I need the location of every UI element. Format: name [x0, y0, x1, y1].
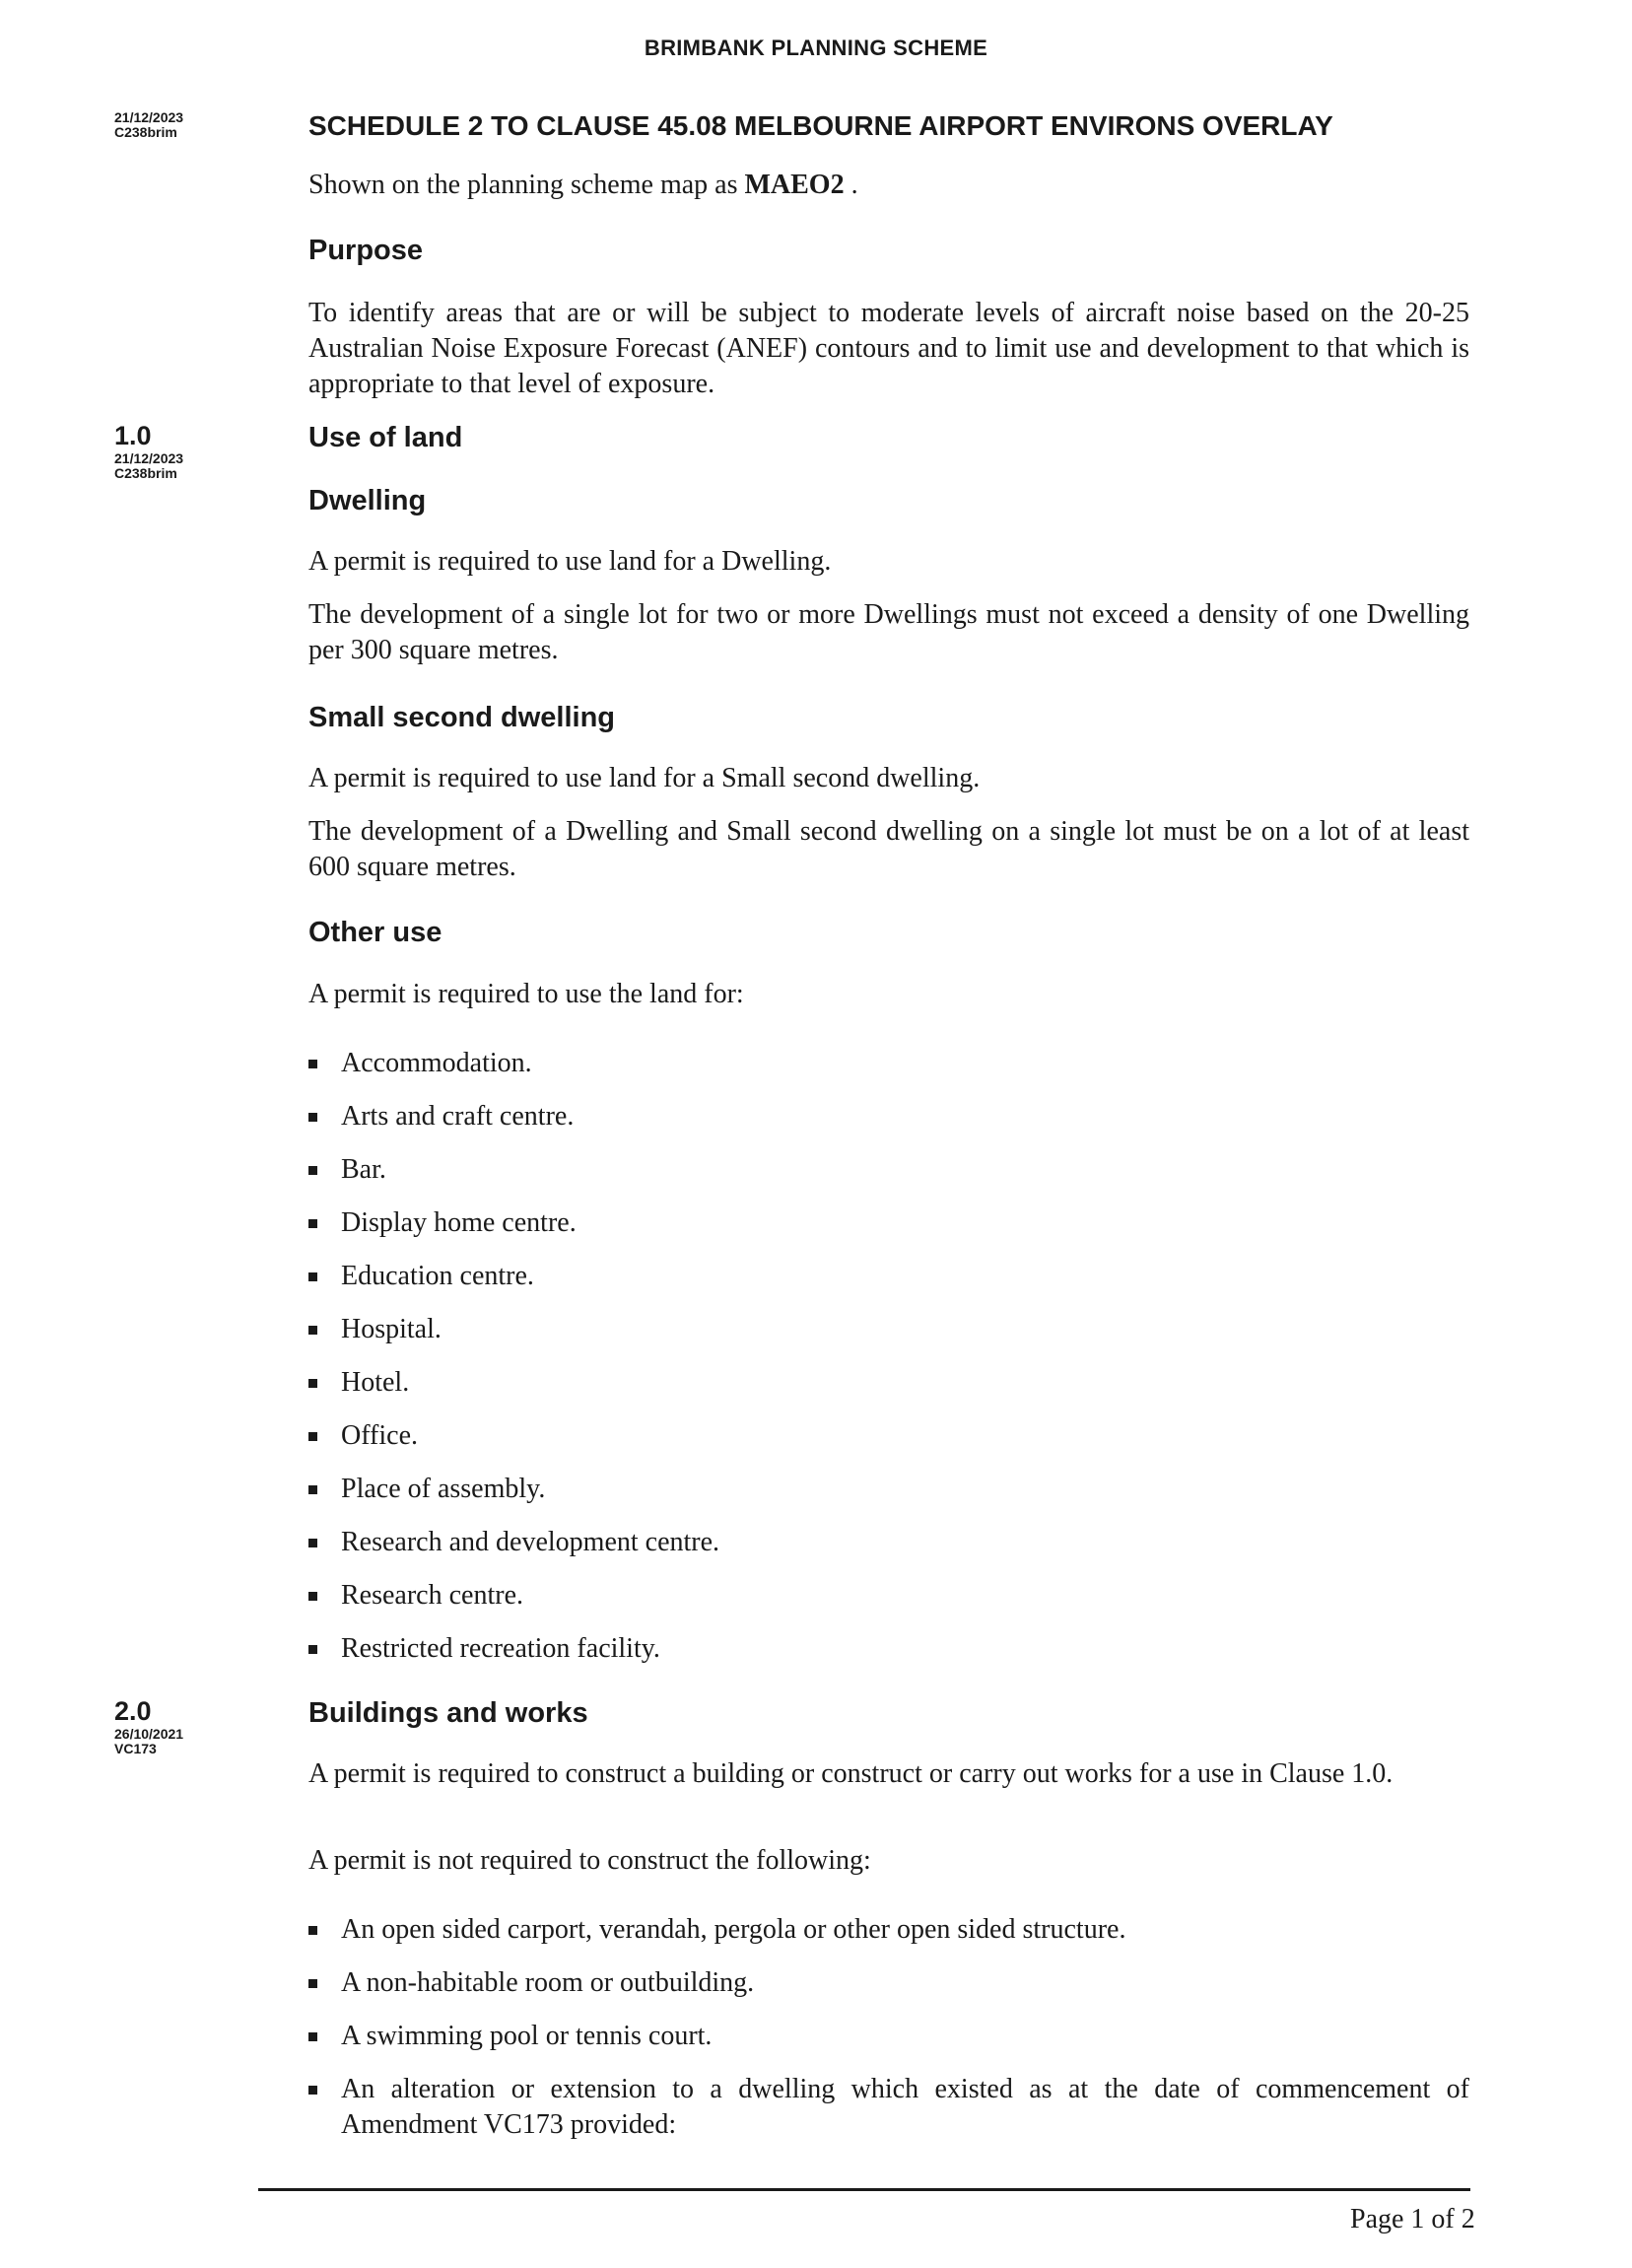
list-item: Hotel. [308, 1365, 1469, 1401]
use-of-land-heading: Use of land [308, 422, 463, 453]
page-number: Page 1 of 2 [1350, 2204, 1475, 2234]
bullet-icon [308, 1326, 317, 1335]
list-item: Bar. [308, 1152, 1469, 1188]
list-item: Restricted recreation facility. [308, 1631, 1469, 1667]
bullet-icon [308, 1219, 317, 1228]
purpose-paragraph: To identify areas that are or will be subject to moderate levels of aircraft noise based on the 20-25 Australian Noise Exposure Forecast (ANEF) contours and to limit use and development to that which is appropriate to that level of exposure. [308, 298, 1469, 399]
section-1-number: 1.0 [114, 421, 152, 450]
other-use-intro: A permit is required to use the land for: [308, 979, 744, 1009]
buildings-paragraph-2: A permit is not required to construct the following: [308, 1845, 871, 1876]
bullet-icon [308, 1485, 317, 1494]
schedule-margin-note [114, 110, 183, 139]
shown-on-prefix: Shown on the planning scheme map as [308, 170, 745, 200]
list-item: Office. [308, 1418, 1469, 1454]
bullet-icon [308, 1432, 317, 1441]
list-item: Education centre. [308, 1259, 1469, 1294]
list-item: An open sided carport, verandah, pergola or other open sided structure. [308, 1912, 1469, 1948]
section-1-margin-note [114, 422, 183, 481]
purpose-heading: Purpose [308, 235, 424, 266]
list-item: Hospital. [308, 1312, 1469, 1347]
footer-rule [258, 2188, 1470, 2191]
section-2-number: 2.0 [114, 1696, 152, 1726]
bullet-icon [308, 1060, 317, 1068]
list-item: A non-habitable room or outbuilding. [308, 1965, 1469, 2001]
small-second-dwelling-paragraph-2: The development of a Dwelling and Small second dwelling on a single lot must be on a lot of at least 600 square metres. [308, 816, 1469, 882]
bullet-icon [308, 1113, 317, 1122]
list-item: Accommodation. [308, 1046, 1469, 1081]
list-item: An alteration or extension to a dwelling which existed as at the date of commencement of Amendment VC173 provided: [308, 2072, 1469, 2143]
bullet-icon [308, 1645, 317, 1654]
bullet-icon [308, 1979, 317, 1988]
bullet-icon [308, 1926, 317, 1935]
dwelling-heading: Dwelling [308, 485, 427, 516]
list-item: Research and development centre. [308, 1525, 1469, 1560]
dwelling-paragraph-2: The development of a single lot for two or more Dwellings must not exceed a density of one Dwelling per 300 square metres. [308, 599, 1469, 665]
other-use-heading: Other use [308, 917, 442, 948]
buildings-paragraph-1: A permit is required to construct a building or construct or carry out works for a use in Clause 1.0. [308, 1758, 1394, 1789]
list-item: Display home centre. [308, 1205, 1469, 1241]
schedule-date: 21/12/2023 [114, 109, 184, 125]
list-item: Place of assembly. [308, 1472, 1469, 1507]
section-2-date: 26/10/2021 [114, 1726, 184, 1743]
shown-on-suffix: . [844, 170, 858, 200]
buildings-and-works-heading: Buildings and works [308, 1697, 588, 1729]
list-item: Arts and craft centre. [308, 1099, 1469, 1134]
map-code: MAEO2 [744, 170, 845, 200]
bullet-icon [308, 1539, 317, 1547]
small-second-dwelling-heading: Small second dwelling [308, 702, 616, 733]
running-header: BRIMBANK PLANNING SCHEME [644, 35, 988, 60]
bullet-icon [308, 1166, 317, 1175]
bullet-icon [308, 1592, 317, 1601]
bullet-icon [308, 2032, 317, 2041]
dwelling-paragraph-1: A permit is required to use land for a Dwelling. [308, 546, 832, 577]
section-1-amendment: C238brim [114, 465, 177, 482]
section-2-amendment: VC173 [114, 1741, 157, 1757]
section-1-date: 21/12/2023 [114, 450, 184, 467]
small-second-dwelling-paragraph-1: A permit is required to use land for a Small second dwelling. [308, 763, 981, 793]
section-2-margin-note [114, 1697, 183, 1756]
shown-on-map-paragraph [308, 168, 1469, 203]
bullet-icon [308, 2086, 317, 2095]
schedule-amendment: C238brim [114, 123, 177, 140]
list-item: A swimming pool or tennis court. [308, 2019, 1469, 2054]
bullet-icon [308, 1272, 317, 1281]
list-item: Research centre. [308, 1578, 1469, 1614]
bullet-icon [308, 1379, 317, 1388]
schedule-title: SCHEDULE 2 TO CLAUSE 45.08 MELBOURNE AIRPORT ENVIRONS OVERLAY [308, 110, 1333, 141]
